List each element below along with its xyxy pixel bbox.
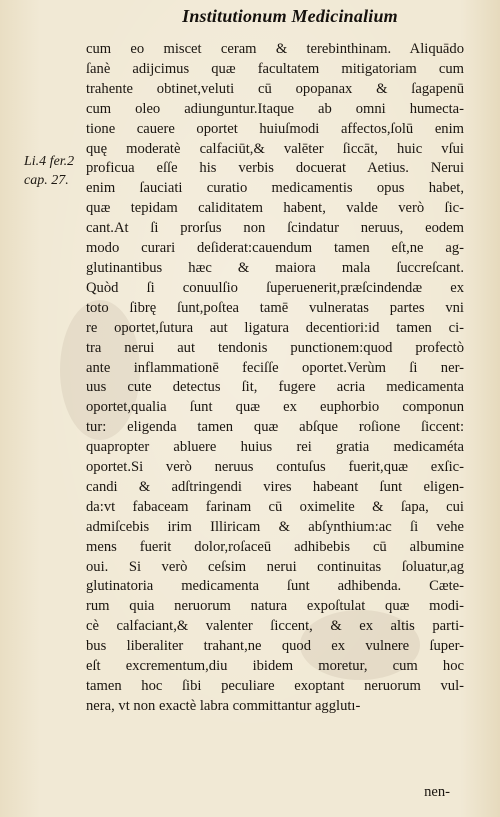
text-line: cum oleo adiunguntur.Itaque ab omni humecta- xyxy=(86,100,464,117)
text-line: modo curari deſiderat:cauendum tamen eſt,ne ag- xyxy=(86,240,464,257)
running-title: Institutionum Medicinalium xyxy=(182,6,398,26)
text-line: glutinatoria medicamenta ſunt adhibenda. Cæte- xyxy=(86,578,464,595)
text-line: Quòd ſi conuulſio ſuperuenerit,præſcindendæ ex xyxy=(86,279,464,296)
text-line: ſanè adijcimus quæ facultatem mitigatoriam cum xyxy=(86,60,464,77)
text-line: tur: eligenda tamen quæ abſque roſione ſiccent: xyxy=(86,419,464,436)
text-line: glutinantibus hæc & maiora mala ſuccreſcant. xyxy=(86,259,464,276)
text-line: proficua eſſe his verbis docuerat Aetius. Nerui xyxy=(86,160,464,177)
text-line: cant.At ſi prorſus non ſcindatur neruus, eodem xyxy=(86,220,464,237)
text-line: oportet.Si verò neruus contuſus fuerit,quæ exſic- xyxy=(86,459,464,476)
text-line: tra nerui aut tendonis punctionem:quod profectò xyxy=(86,339,464,356)
text-line: ante inflammationē feciſſe oportet.Verùm ſi ner- xyxy=(86,359,464,376)
text-line: quapropter abluere huius rei gratia medicaméta xyxy=(86,439,464,456)
catchword: nen- xyxy=(424,784,450,800)
text-line: oui. Si verò ceſsim nerui continuitas ſoluatur,ag xyxy=(86,558,464,575)
text-line: quę moderatè calfaciūt,& valēter ſiccāt, huic vſui xyxy=(86,140,464,157)
text-line: cè calfaciant,& valenter ſiccent, & ex altis parti- xyxy=(86,618,464,635)
margin-note-line: cap. 27. xyxy=(24,173,69,188)
text-line: enim ſauciati curatio medicamentis opus habet, xyxy=(86,180,464,197)
body-text xyxy=(86,40,464,717)
text-line: eſt excrementum,diu ibidem moretur, cum hoc xyxy=(86,658,464,675)
margin-note-line: Li.4 fer.2 xyxy=(24,154,75,169)
text-line: mens fuerit dolor,roſaceū adhibebis cū albumine xyxy=(86,538,464,555)
margin-note xyxy=(24,152,84,190)
text-line: candi & adſtringendi vires habeant ſunt eligen- xyxy=(86,478,464,495)
text-line: tione cauere oportet huiuſmodi affectos,ſolū enim xyxy=(86,120,464,137)
text-line: trahente obtinet,veluti cū opopanax & ſagapenū xyxy=(86,80,464,97)
text-line: bus liberaliter trahant,ne quod ex vulnere ſuper- xyxy=(86,638,464,655)
text-line: toto ſibrę ſunt,poſtea tamē vulneratas partes vni xyxy=(86,299,464,316)
text-line: nera, vt non exactè labra committantur agglutı- xyxy=(86,697,361,714)
text-line: rum quia neruorum natura expoſtulat quæ modi- xyxy=(86,598,464,615)
text-line: re oportet,ſutura aut ligatura decentiori:id tamen ci- xyxy=(86,319,464,336)
text-line: da:vt fabaceam farinam cū oximelite & ſapa, cui xyxy=(86,498,464,515)
text-line: cum eo miscet ceram & terebinthinam. Aliquādo xyxy=(86,41,464,57)
text-line: oportet,qualia ſunt quæ ex euphorbio componun xyxy=(86,399,464,416)
text-line: quæ tepidam caliditatem habent, valde verò ſic- xyxy=(86,200,464,217)
text-line: tamen hoc ſibi peculiare exoptant neruorum vul- xyxy=(86,678,464,694)
text-line: admiſcebis irim Illiricam & abſynthium:ac ſi vehe xyxy=(86,518,464,535)
text-line: uus cute detectus ſit, fugere acria medicamenta xyxy=(86,379,464,396)
